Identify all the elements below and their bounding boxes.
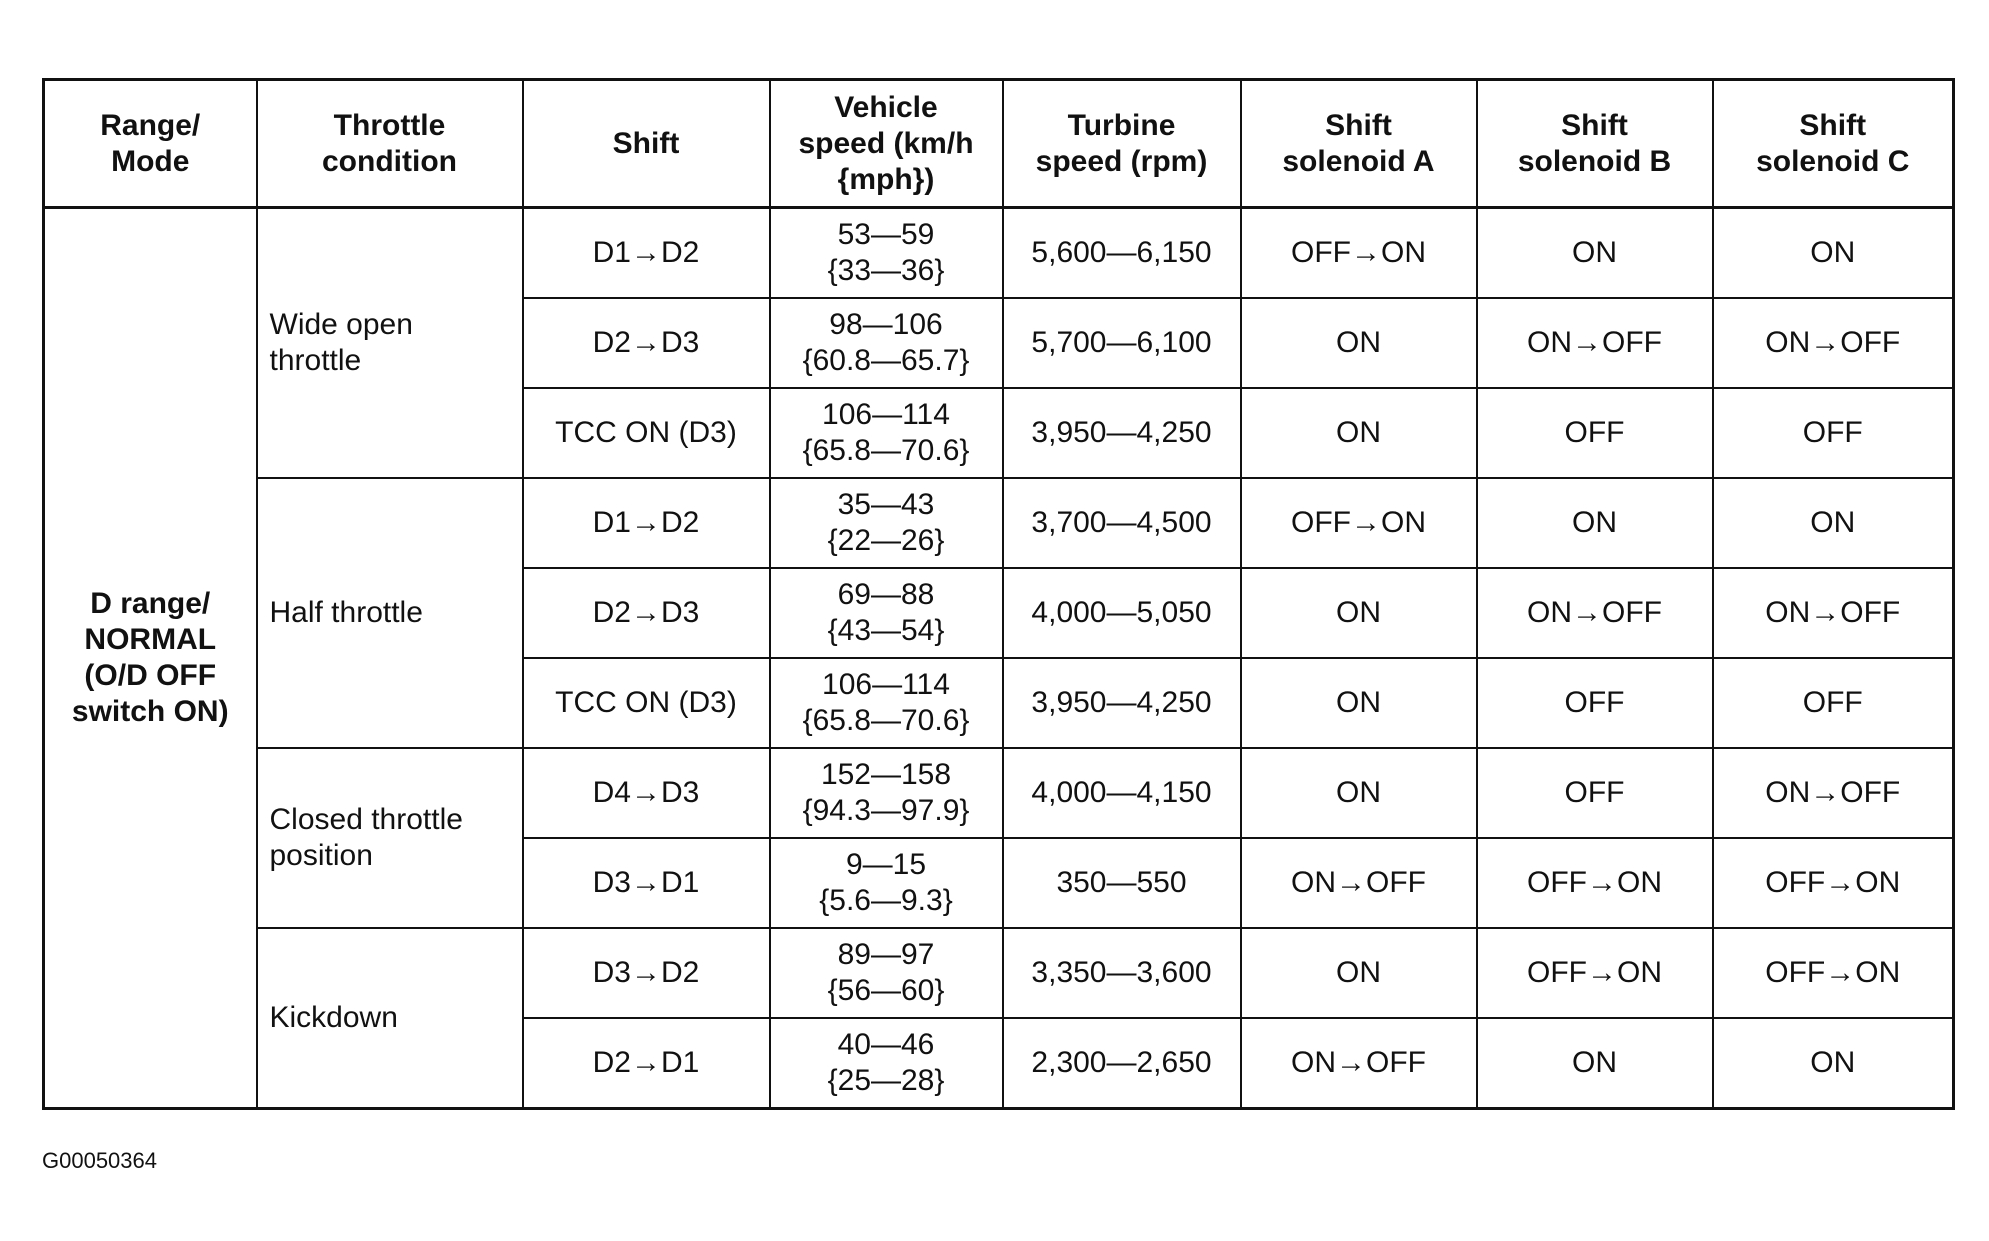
solenoid-b-cell: OFF — [1477, 388, 1713, 478]
solenoid-c-cell: OFF — [1713, 658, 1954, 748]
solenoid-b-cell: OFF — [1477, 748, 1713, 838]
shift-point-table — [42, 78, 1955, 1110]
solenoid-a-cell: ON — [1241, 748, 1477, 838]
throttle-condition-cell: Closed throttle position — [257, 748, 523, 928]
solenoid-a-cell: ON — [1241, 928, 1477, 1018]
turbine-speed-cell: 3,700—4,500 — [1003, 478, 1241, 568]
header-vehicle-speed: Vehicle speed (km/h {mph}) — [770, 80, 1003, 208]
solenoid-a-cell: ON — [1241, 568, 1477, 658]
throttle-condition-cell: Wide open throttle — [257, 208, 523, 479]
solenoid-b-cell: ON→OFF — [1477, 568, 1713, 658]
header-turbine-speed: Turbine speed (rpm) — [1003, 80, 1241, 208]
solenoid-c-cell: ON — [1713, 1018, 1954, 1109]
table-row — [44, 478, 1954, 568]
header-solenoid-a: Shift solenoid A — [1241, 80, 1477, 208]
header-row — [44, 80, 1954, 208]
vehicle-speed-cell: 89—97 {56—60} — [770, 928, 1003, 1018]
solenoid-a-cell: OFF→ON — [1241, 478, 1477, 568]
turbine-speed-cell: 5,700—6,100 — [1003, 298, 1241, 388]
shift-cell: D3→D2 — [523, 928, 770, 1018]
solenoid-a-cell: ON→OFF — [1241, 838, 1477, 928]
solenoid-a-cell: ON — [1241, 658, 1477, 748]
vehicle-speed-cell: 106—114 {65.8—70.6} — [770, 388, 1003, 478]
solenoid-a-cell: ON→OFF — [1241, 1018, 1477, 1109]
solenoid-a-cell: ON — [1241, 388, 1477, 478]
solenoid-c-cell: ON — [1713, 478, 1954, 568]
vehicle-speed-cell: 152—158 {94.3—97.9} — [770, 748, 1003, 838]
solenoid-b-cell: OFF→ON — [1477, 928, 1713, 1018]
throttle-condition-cell: Kickdown — [257, 928, 523, 1109]
vehicle-speed-cell: 40—46 {25—28} — [770, 1018, 1003, 1109]
turbine-speed-cell: 5,600—6,150 — [1003, 208, 1241, 299]
solenoid-c-cell: OFF→ON — [1713, 838, 1954, 928]
throttle-condition-cell: Half throttle — [257, 478, 523, 748]
solenoid-a-cell: OFF→ON — [1241, 208, 1477, 299]
shift-cell: D1→D2 — [523, 208, 770, 299]
shift-cell: D2→D3 — [523, 298, 770, 388]
vehicle-speed-cell: 106—114 {65.8—70.6} — [770, 658, 1003, 748]
header-solenoid-c: Shift solenoid C — [1713, 80, 1954, 208]
header-shift: Shift — [523, 80, 770, 208]
shift-cell: D2→D3 — [523, 568, 770, 658]
solenoid-c-cell: OFF — [1713, 388, 1954, 478]
solenoid-c-cell: ON→OFF — [1713, 748, 1954, 838]
shift-cell: D4→D3 — [523, 748, 770, 838]
table-row — [44, 928, 1954, 1018]
turbine-speed-cell: 4,000—5,050 — [1003, 568, 1241, 658]
solenoid-b-cell: ON — [1477, 1018, 1713, 1109]
table-row — [44, 208, 1954, 299]
turbine-speed-cell: 4,000—4,150 — [1003, 748, 1241, 838]
shift-cell: D2→D1 — [523, 1018, 770, 1109]
solenoid-b-cell: ON — [1477, 478, 1713, 568]
solenoid-c-cell: ON→OFF — [1713, 568, 1954, 658]
shift-cell: D1→D2 — [523, 478, 770, 568]
turbine-speed-cell: 3,950—4,250 — [1003, 388, 1241, 478]
solenoid-b-cell: OFF — [1477, 658, 1713, 748]
table-row — [44, 748, 1954, 838]
solenoid-b-cell: OFF→ON — [1477, 838, 1713, 928]
solenoid-b-cell: ON→OFF — [1477, 298, 1713, 388]
figure-id-label: G00050364 — [42, 1148, 157, 1173]
vehicle-speed-cell: 53—59 {33—36} — [770, 208, 1003, 299]
solenoid-c-cell: ON→OFF — [1713, 298, 1954, 388]
header-throttle-condition: Throttle condition — [257, 80, 523, 208]
solenoid-c-cell: ON — [1713, 208, 1954, 299]
vehicle-speed-cell: 35—43 {22—26} — [770, 478, 1003, 568]
header-solenoid-b: Shift solenoid B — [1477, 80, 1713, 208]
solenoid-c-cell: OFF→ON — [1713, 928, 1954, 1018]
range-mode-cell: D range/ NORMAL (O/D OFF switch ON) — [44, 208, 257, 1109]
solenoid-b-cell: ON — [1477, 208, 1713, 299]
turbine-speed-cell: 350—550 — [1003, 838, 1241, 928]
vehicle-speed-cell: 69—88 {43—54} — [770, 568, 1003, 658]
turbine-speed-cell: 3,350—3,600 — [1003, 928, 1241, 1018]
turbine-speed-cell: 2,300—2,650 — [1003, 1018, 1241, 1109]
vehicle-speed-cell: 98—106 {60.8—65.7} — [770, 298, 1003, 388]
vehicle-speed-cell: 9—15 {5.6—9.3} — [770, 838, 1003, 928]
shift-cell: TCC ON (D3) — [523, 658, 770, 748]
shift-cell: TCC ON (D3) — [523, 388, 770, 478]
shift-cell: D3→D1 — [523, 838, 770, 928]
solenoid-a-cell: ON — [1241, 298, 1477, 388]
header-range-mode: Range/ Mode — [44, 80, 257, 208]
turbine-speed-cell: 3,950—4,250 — [1003, 658, 1241, 748]
